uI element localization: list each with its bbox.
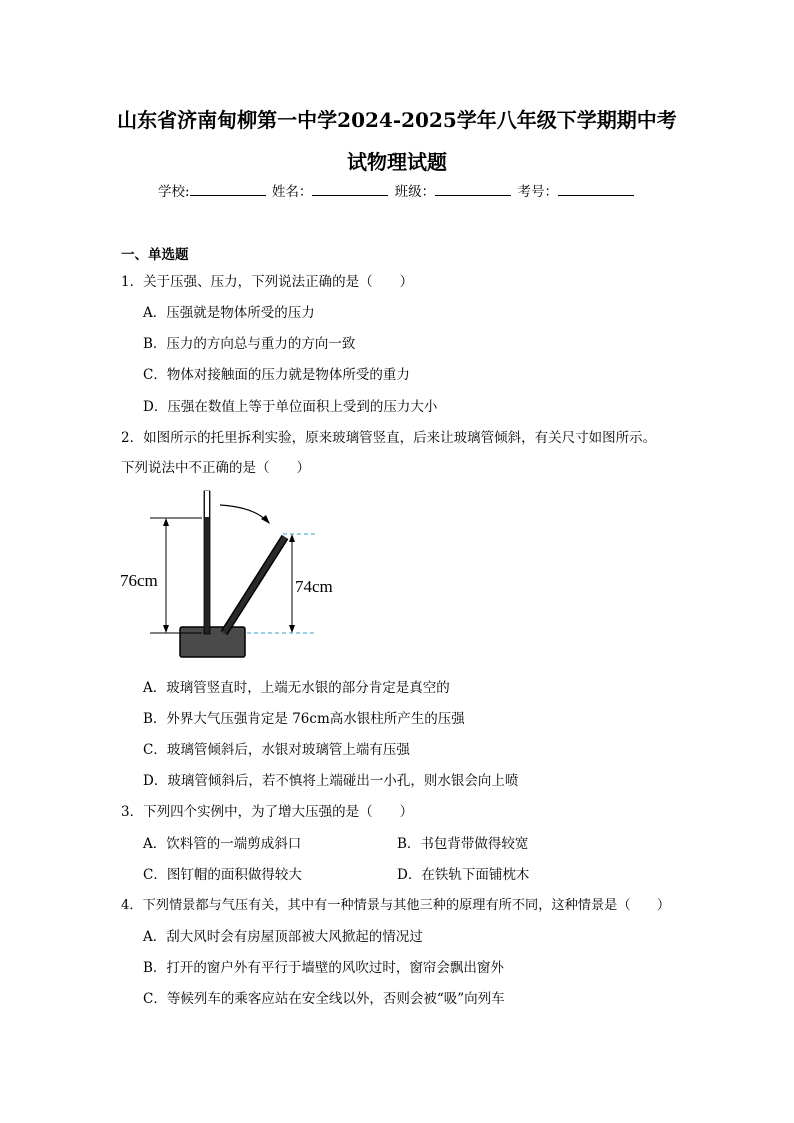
tilted-tube-inner bbox=[224, 537, 285, 633]
section-heading: 一、单选题 bbox=[121, 247, 189, 263]
mercury-dish bbox=[180, 627, 245, 657]
school-label: 学校: bbox=[158, 184, 190, 200]
q1-option-a: A．压强就是物体所受的压力 bbox=[143, 305, 315, 321]
class-blank bbox=[435, 183, 511, 196]
fig-label-left: 76cm bbox=[120, 571, 158, 590]
class-label: 班级： bbox=[394, 184, 436, 200]
name-label: 姓名： bbox=[271, 184, 313, 200]
q1-option-d: D．压强在数值上等于单位面积上受到的压力大小 bbox=[143, 399, 438, 415]
q2-option-a: A．玻璃管竖直时，上端无水银的部分肯定是真空的 bbox=[143, 680, 450, 696]
q2-stem-line1: 2．如图所示的托里拆利实验，原来玻璃管竖直，后来让玻璃管倾斜，有关尺寸如图所示。 bbox=[121, 430, 657, 446]
left-dim-arrow-up-icon bbox=[163, 518, 169, 526]
q4-stem: 4．下列情景都与气压有关，其中有一种情景与其他三种的原理有所不同，这种情景是（ ） bbox=[121, 898, 671, 913]
document-title-line2: 试物理试题 bbox=[347, 150, 447, 174]
document-title-line1: 山东省济南甸柳第一中学2024-2025学年八年级下学期期中考 bbox=[117, 108, 677, 132]
q1-option-c: C．物体对接触面的压力就是物体所受的重力 bbox=[143, 367, 410, 383]
q4-option-b: B．打开的窗户外有平行于墙壁的风吹过时，窗帘会飘出窗外 bbox=[143, 960, 504, 976]
torricelli-figure bbox=[115, 485, 355, 665]
q1-option-b: B．压力的方向总与重力的方向一致 bbox=[143, 336, 356, 352]
right-dim-arrow-up-icon bbox=[289, 534, 295, 542]
id-label: 考号： bbox=[517, 184, 558, 200]
q4-option-a: A．刮大风时会有房屋顶部被大风掀起的情况过 bbox=[143, 929, 423, 945]
left-dim-arrow-down-icon bbox=[163, 625, 169, 633]
q2-option-c: C．玻璃管倾斜后，水银对玻璃管上端有压强 bbox=[143, 742, 410, 758]
q3-stem: 3．下列四个实例中，为了增大压强的是（ ） bbox=[121, 804, 414, 820]
q2-stem-line2: 下列说法中不正确的是（ ） bbox=[121, 460, 310, 476]
id-blank bbox=[558, 183, 634, 196]
q1-stem: 1．关于压强、压力，下列说法正确的是（ ） bbox=[121, 274, 414, 290]
right-dim-arrow-down-icon bbox=[289, 625, 295, 633]
q4-option-c: C．等候列车的乘客应站在安全线以外，否则会被“吸”向列车 bbox=[143, 991, 505, 1007]
q3-option-b: B．书包背带做得较宽 bbox=[397, 836, 529, 852]
school-blank bbox=[190, 183, 266, 196]
tilt-arrow bbox=[220, 505, 267, 521]
name-blank bbox=[312, 183, 388, 196]
fig-label-right: 74cm bbox=[295, 577, 333, 596]
q3-option-a: A．饮料管的一端剪成斜口 bbox=[143, 836, 302, 852]
q3-option-d: D．在铁轨下面铺枕木 bbox=[397, 867, 530, 883]
vertical-tube-vacuum bbox=[205, 491, 209, 517]
q3-option-c: C．图钉帽的面积做得较大 bbox=[143, 867, 302, 883]
q2-option-b: B．外界大气压强肯定是 76cm高水银柱所产生的压强 bbox=[143, 711, 465, 727]
q2-option-d: D．玻璃管倾斜后，若不慎将上端碰出一小孔，则水银会向上喷 bbox=[143, 773, 519, 789]
student-info-line bbox=[0, 180, 794, 200]
